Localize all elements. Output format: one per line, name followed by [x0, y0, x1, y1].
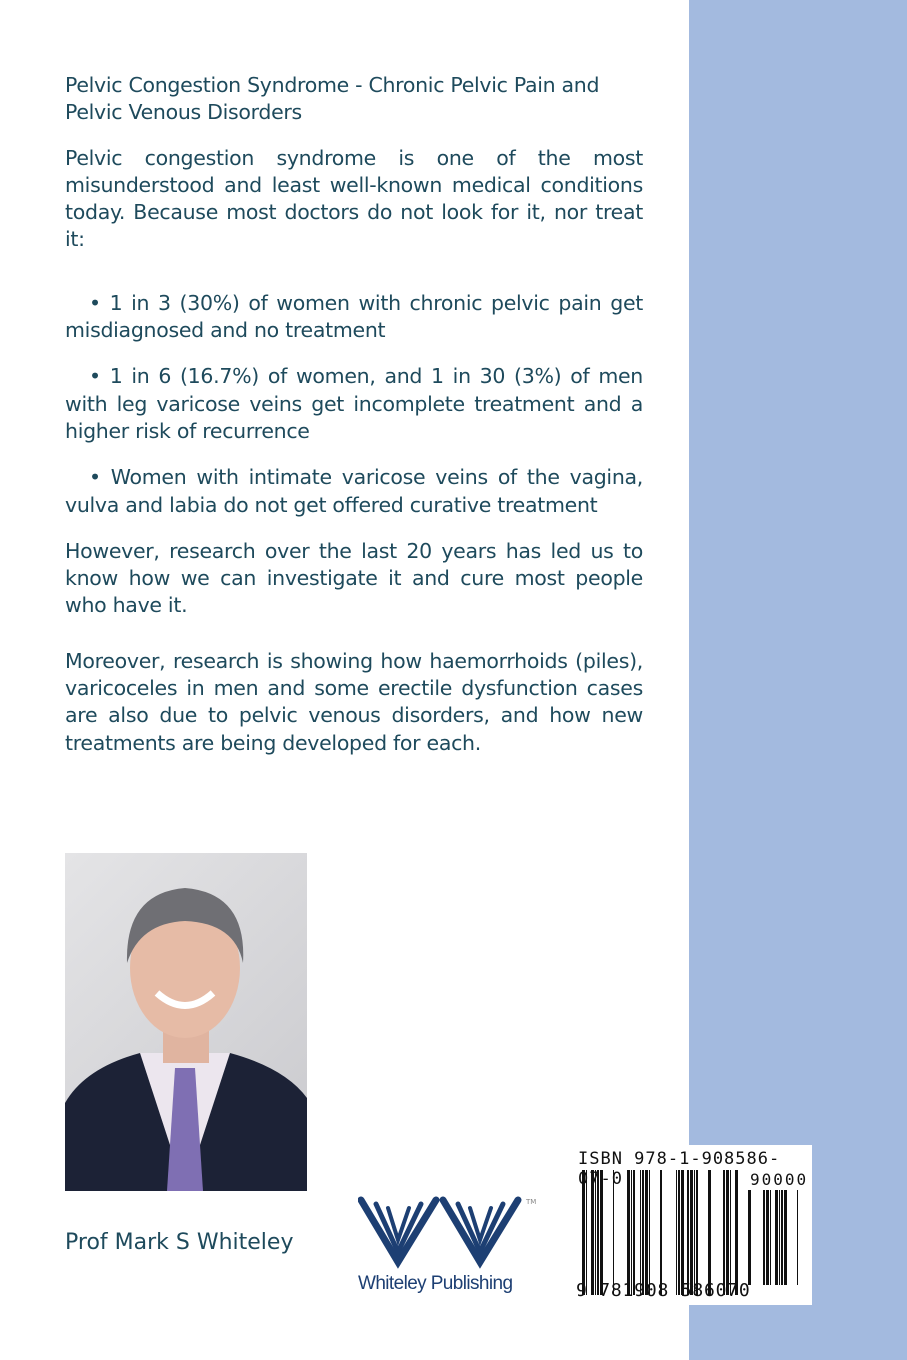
barcode-bar [784, 1190, 787, 1285]
blurb [65, 72, 643, 776]
barcode-bar [797, 1190, 798, 1285]
author-photo [65, 853, 307, 1191]
author-name: Prof Mark S Whiteley [65, 1230, 294, 1255]
publisher-name: Whiteley Publishing [358, 1273, 513, 1294]
moreover-paragraph: Moreover, research is showing how haemorrhoids (piles), varicoceles in men and some erectile dysfunction cases are also due to pelvic venous disorders, and how new treatments are being developed for each. [65, 648, 643, 755]
barcode-bar [770, 1190, 771, 1285]
bullet-item: • Women with intimate varicose veins of the vagina, vulva and labia do not get offered curative treatment [65, 465, 643, 517]
isbn-barcode [572, 1145, 812, 1305]
however-paragraph: However, research over the last 20 years has led us to know how we can investigate it and cure most people who have it. [65, 538, 643, 618]
barcode-bar [781, 1190, 783, 1285]
barcode-bar [766, 1190, 769, 1285]
ean-digits: 9 781908 586070 [576, 1280, 751, 1301]
trademark: TM [526, 1198, 537, 1206]
barcode-bar [779, 1190, 780, 1285]
bullet-item: • 1 in 3 (30%) of women with chronic pelvic pain get misdiagnosed and no treatment [65, 290, 643, 343]
price-code: 90000 [750, 1170, 809, 1189]
bullet-item: • 1 in 6 (16.7%) of women, and 1 in 30 (3%) of men with leg varicose veins get incomplete treatment and a higher risk of recurrence [65, 364, 643, 443]
barcode-bar [775, 1190, 778, 1285]
barcode-bar [748, 1190, 751, 1285]
barcode-bar [763, 1190, 765, 1285]
intro-paragraph: Pelvic congestion syndrome is one of the most misunderstood and least well-known medical conditions today. Because most doctors do not look for it, nor treat it: [65, 145, 643, 252]
isbn-text: ISBN 978-1-908586-07-0 [578, 1149, 781, 1189]
blurb-title: Pelvic Congestion Syndrome - Chronic Pelvic Pain and Pelvic Venous Disorders [65, 73, 600, 125]
